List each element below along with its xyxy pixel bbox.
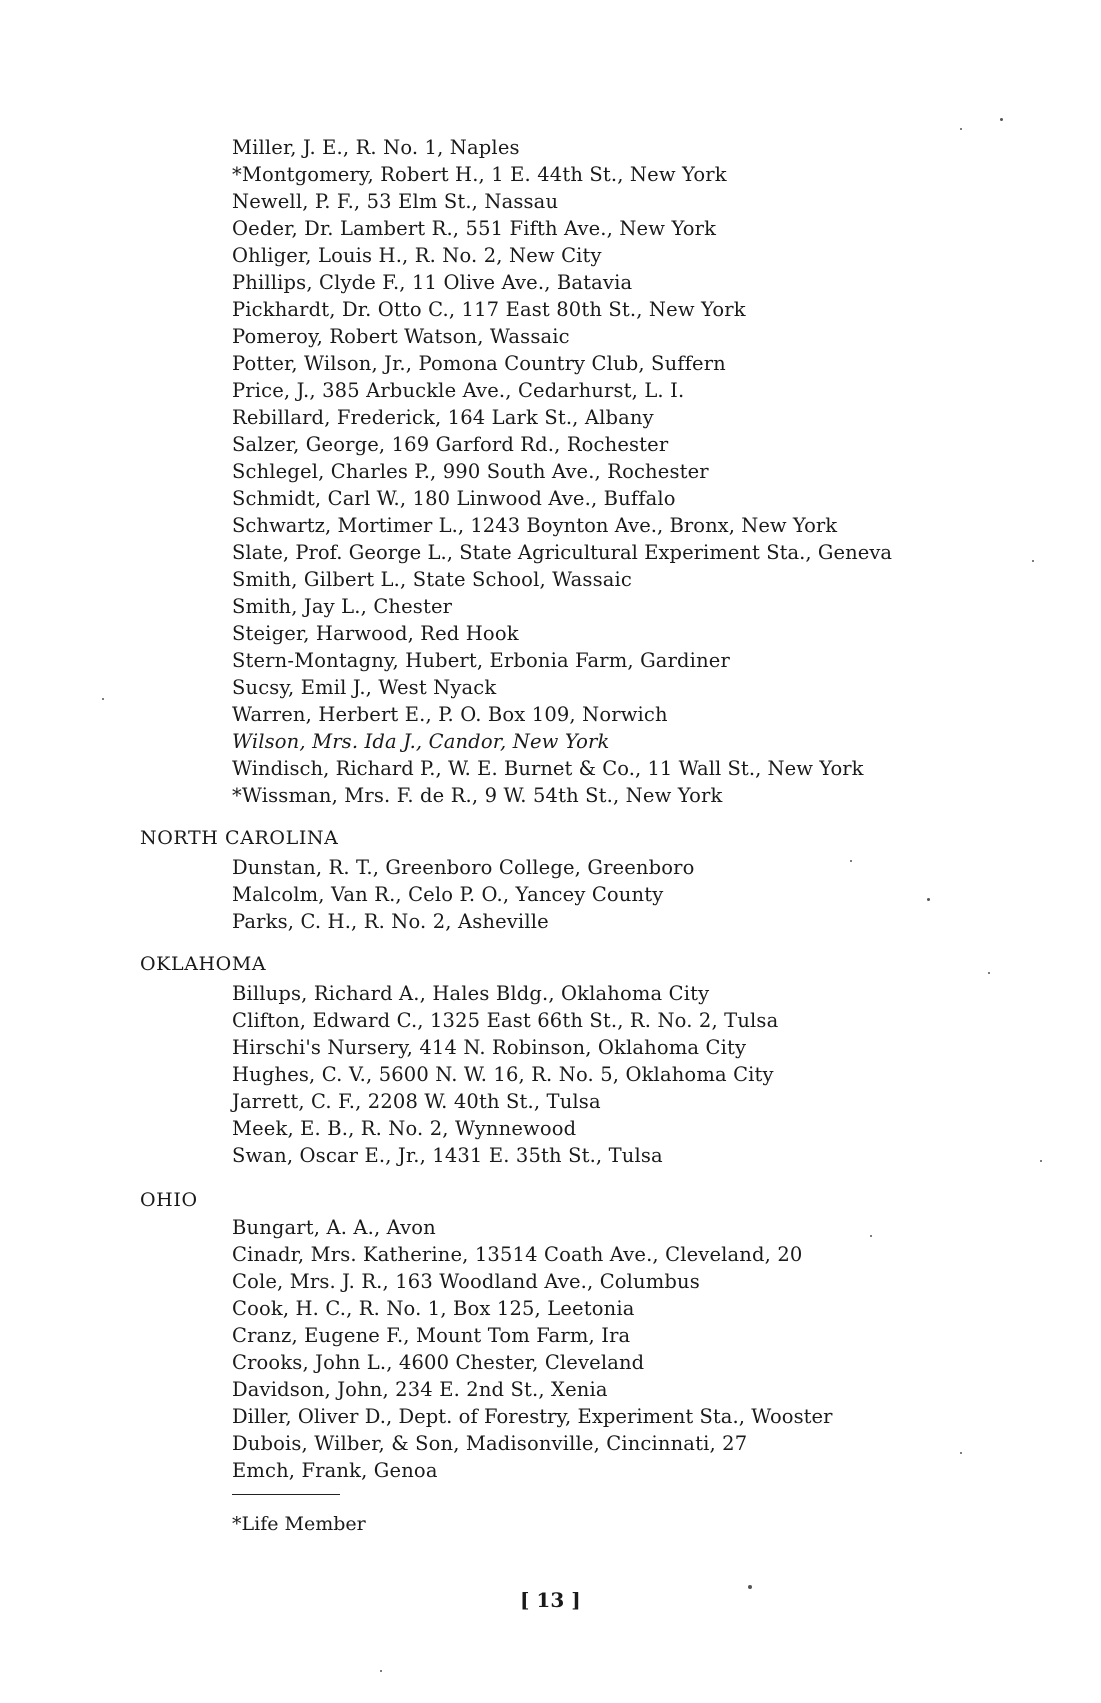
entry-ok-6: Meek, E. B., R. No. 2, Wynnewood: [232, 1117, 577, 1140]
entry-oh-10: Emch, Frank, Genoa: [232, 1459, 438, 1482]
entry-ny-14: Schmidt, Carl W., 180 Linwood Ave., Buffalo: [232, 487, 676, 510]
scan-speck: [1000, 118, 1003, 121]
entry-ny-2: *Montgomery, Robert H., 1 E. 44th St., New York: [232, 163, 727, 186]
entry-oh-8: Diller, Oliver D., Dept. of Forestry, Experiment Sta., Wooster: [232, 1405, 833, 1428]
entry-ny-21: Sucsy, Emil J., West Nyack: [232, 676, 497, 699]
entry-oh-5: Cranz, Eugene F., Mount Tom Farm, Ira: [232, 1324, 631, 1347]
entry-ny-16: Slate, Prof. George L., State Agricultural Experiment Sta., Geneva: [232, 541, 893, 564]
entry-nc-3: Parks, C. H., R. No. 2, Asheville: [232, 910, 549, 933]
entry-ny-23: Wilson, Mrs. Ida J., Candor, New York: [232, 730, 610, 753]
entry-ok-4: Hughes, C. V., 5600 N. W. 16, R. No. 5, Oklahoma City: [232, 1063, 774, 1086]
entry-ny-9: Potter, Wilson, Jr., Pomona Country Club, Suffern: [232, 352, 726, 375]
scan-speck: [380, 1670, 382, 1672]
entry-ok-3: Hirschi's Nursery, 414 N. Robinson, Oklahoma City: [232, 1036, 747, 1059]
scan-speck: [1040, 1160, 1042, 1162]
entry-nc-1: Dunstan, R. T., Greenboro College, Greenboro: [232, 856, 695, 879]
entry-ny-17: Smith, Gilbert L., State School, Wassaic: [232, 568, 632, 591]
entry-oh-1: Bungart, A. A., Avon: [232, 1216, 436, 1239]
entry-oh-7: Davidson, John, 234 E. 2nd St., Xenia: [232, 1378, 608, 1401]
scan-speck: [102, 698, 104, 700]
scan-speck: [850, 860, 852, 862]
entry-ok-7: Swan, Oscar E., Jr., 1431 E. 35th St., Tulsa: [232, 1144, 663, 1167]
scan-speck: [927, 898, 930, 901]
entry-ny-4: Oeder, Dr. Lambert R., 551 Fifth Ave., New York: [232, 217, 717, 240]
entry-nc-2: Malcolm, Van R., Celo P. O., Yancey County: [232, 883, 664, 906]
scan-speck: [748, 1585, 752, 1589]
entry-ny-20: Stern-Montagny, Hubert, Erbonia Farm, Gardiner: [232, 649, 730, 672]
footnote-life-member: *Life Member: [232, 1513, 366, 1535]
scan-speck: [960, 128, 962, 130]
entry-ny-7: Pickhardt, Dr. Otto C., 117 East 80th St., New York: [232, 298, 746, 321]
entry-ny-3: Newell, P. F., 53 Elm St., Nassau: [232, 190, 559, 213]
entry-oh-3: Cole, Mrs. J. R., 163 Woodland Ave., Columbus: [232, 1270, 700, 1293]
entry-oh-2: Cinadr, Mrs. Katherine, 13514 Coath Ave., Cleveland, 20: [232, 1243, 803, 1266]
entry-ok-1: Billups, Richard A., Hales Bldg., Oklahoma City: [232, 982, 710, 1005]
entry-ny-1: Miller, J. E., R. No. 1, Naples: [232, 136, 520, 159]
entry-ny-15: Schwartz, Mortimer L., 1243 Boynton Ave., Bronx, New York: [232, 514, 838, 537]
entry-ny-25: *Wissman, Mrs. F. de R., 9 W. 54th St., New York: [232, 784, 723, 807]
section-heading-oklahoma: OKLAHOMA: [140, 953, 267, 975]
footnote-rule: [232, 1494, 340, 1495]
entry-ok-2: Clifton, Edward C., 1325 East 66th St., R. No. 2, Tulsa: [232, 1009, 779, 1032]
entry-ok-5: Jarrett, C. F., 2208 W. 40th St., Tulsa: [232, 1090, 601, 1113]
entry-ny-11: Rebillard, Frederick, 164 Lark St., Albany: [232, 406, 654, 429]
entry-ny-10: Price, J., 385 Arbuckle Ave., Cedarhurst, L. I.: [232, 379, 685, 402]
entry-ny-18: Smith, Jay L., Chester: [232, 595, 453, 618]
scan-speck: [988, 972, 990, 974]
entry-ny-19: Steiger, Harwood, Red Hook: [232, 622, 519, 645]
scan-speck: [960, 1452, 962, 1454]
entry-ny-6: Phillips, Clyde F., 11 Olive Ave., Batavia: [232, 271, 633, 294]
entry-ny-13: Schlegel, Charles P., 990 South Ave., Rochester: [232, 460, 709, 483]
page-number: [ 13 ]: [520, 1588, 581, 1612]
scan-speck: [870, 1235, 872, 1237]
entry-ny-8: Pomeroy, Robert Watson, Wassaic: [232, 325, 570, 348]
entry-oh-6: Crooks, John L., 4600 Chester, Cleveland: [232, 1351, 645, 1374]
entry-oh-4: Cook, H. C., R. No. 1, Box 125, Leetonia: [232, 1297, 635, 1320]
entry-ny-5: Ohliger, Louis H., R. No. 2, New City: [232, 244, 602, 267]
entry-ny-12: Salzer, George, 169 Garford Rd., Rochester: [232, 433, 669, 456]
entry-oh-9: Dubois, Wilber, & Son, Madisonville, Cincinnati, 27: [232, 1432, 748, 1455]
section-heading-north-carolina: NORTH CAROLINA: [140, 827, 339, 849]
section-heading-ohio: OHIO: [140, 1189, 198, 1211]
entry-ny-24: Windisch, Richard P., W. E. Burnet & Co., 11 Wall St., New York: [232, 757, 864, 780]
entry-ny-22: Warren, Herbert E., P. O. Box 109, Norwich: [232, 703, 668, 726]
scan-speck: [1032, 560, 1034, 562]
